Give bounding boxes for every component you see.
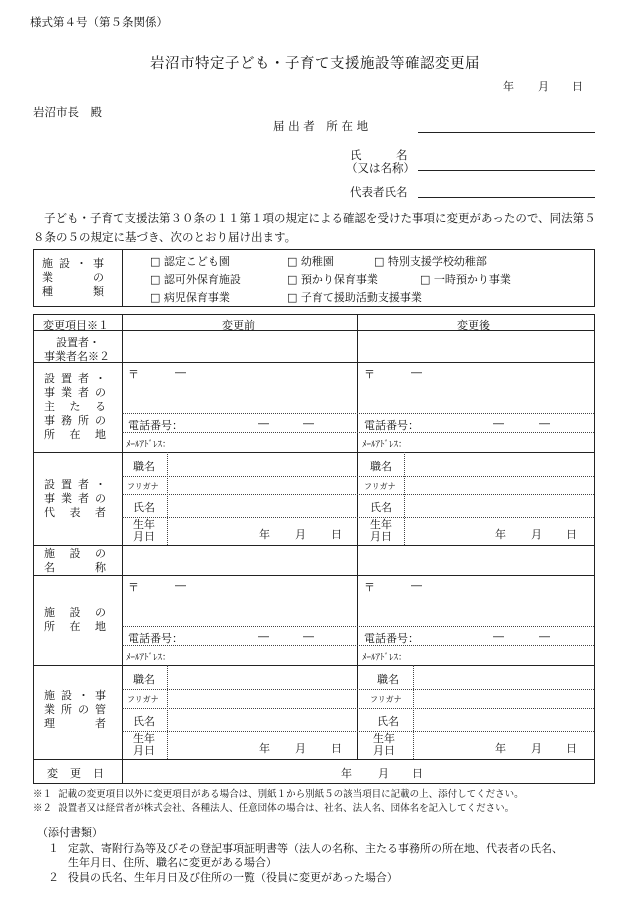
applicant-name-label: 氏 名: [350, 148, 408, 162]
applicant-name-sublabel: （又は名称）: [346, 161, 415, 175]
change-date-year: 年: [341, 767, 352, 780]
rep-after-month: 月: [531, 528, 542, 541]
rep-before-furigana-label: フリガナ: [127, 482, 159, 491]
checkbox-yochien[interactable]: □ 幼稚園: [287, 255, 334, 268]
office-before-mail-label: ﾒｰﾙｱﾄﾞﾚｽ：: [126, 440, 172, 450]
manager-after-name-label: 氏名: [377, 715, 399, 728]
row-label-representative: 設 置 者 ・ 事 業 者 の 代 表 者: [44, 478, 106, 519]
manager-after-position-label: 職名: [377, 673, 399, 686]
office-after-phone-label: 電話番号：: [364, 419, 419, 432]
row-label-facility-name: 施 設 の 名 称: [44, 547, 106, 574]
facility-after-phone-label: 電話番号：: [364, 632, 419, 645]
row-label-change-date: 変 更 日: [47, 767, 105, 780]
attachment-1-line2: 生年月日、住所、職名に変更がある場合）: [68, 856, 277, 869]
representative-label: 代表者氏名: [350, 185, 408, 199]
facility-before-mail-label: ﾒｰﾙｱﾄﾞﾚｽ：: [126, 653, 172, 663]
note-2: ※２ 設置者又は経営者が株式会社、各種法人、任意団体の場合は、社名、法人名、団体名を記入してください。: [33, 803, 515, 814]
applicant-address-field[interactable]: [418, 132, 595, 133]
checkbox-byoji[interactable]: □ 病児保育事業: [150, 291, 230, 304]
facility-before-postal-dash: ―: [175, 579, 186, 592]
attachments-heading: （添付書類）: [37, 826, 103, 839]
manager-after-furigana-label: フリガナ: [370, 695, 402, 704]
rep-after-furigana-label: フリガナ: [364, 482, 396, 491]
manager-after-birth-label: 生年 月日: [373, 732, 395, 757]
operator-name-before-field[interactable]: [124, 332, 356, 361]
office-after-postal: 〒: [364, 368, 375, 381]
office-after-phone-dash1: ―: [493, 417, 504, 430]
attachment-2-number: ２: [48, 871, 59, 884]
office-before-phone-label: 電話番号：: [128, 419, 183, 432]
checkbox-kosodate-enjo[interactable]: □ 子育て援助活動支援事業: [287, 291, 422, 304]
facility-before-postal: 〒: [128, 581, 139, 594]
manager-before-birth-label: 生年 月日: [133, 732, 155, 757]
addressee: 岩沼市長 殿: [33, 105, 102, 119]
rep-after-birth-label: 生年 月日: [370, 518, 392, 543]
office-after-phone-dash2: ―: [539, 417, 550, 430]
office-before-postal: 〒: [128, 368, 139, 381]
facility-after-phone-dash1: ―: [493, 630, 504, 643]
form-number: 様式第４号（第５条関係）: [30, 15, 168, 29]
col-header-item: 変更項目※１: [43, 319, 109, 332]
attachment-1-line1: 定款、寄附行為等及びその登記事項証明書等（法人の名称、主たる事務所の所在地、代表者の氏名、: [68, 842, 563, 855]
office-before-phone-dash1: ―: [258, 417, 269, 430]
row-label-facility-address: 施 設 の 所 在 地: [44, 606, 106, 633]
manager-before-furigana-label: フリガナ: [127, 695, 159, 704]
rep-before-name-label: 氏名: [133, 501, 155, 514]
row-label-facility-manager: 施 設 ・ 事 業 所 の 管 理 者: [44, 689, 106, 730]
page-title: 岩沼市特定子ども・子育て支援施設等確認変更届: [150, 56, 480, 72]
date-year-label: 年: [503, 80, 514, 93]
rep-before-year: 年: [259, 528, 270, 541]
rep-after-name-label: 氏名: [370, 501, 392, 514]
rep-before-birth-label: 生年 月日: [133, 518, 155, 543]
facility-name-before-field[interactable]: [124, 547, 356, 574]
rep-before-month: 月: [295, 528, 306, 541]
facility-before-phone-label: 電話番号：: [128, 632, 183, 645]
rep-before-position-label: 職名: [133, 460, 155, 473]
office-before-postal-dash: ―: [175, 366, 186, 379]
checkbox-unlicensed[interactable]: □ 認可外保育施設: [150, 273, 241, 286]
checkbox-azukari[interactable]: □ 預かり保育事業: [287, 273, 378, 286]
manager-before-day: 日: [331, 742, 342, 755]
checkbox-kodomoen[interactable]: □ 認定こども園: [150, 255, 230, 268]
attachment-1-number: １: [48, 842, 59, 855]
change-date-day: 日: [412, 767, 423, 780]
rep-after-day: 日: [566, 528, 577, 541]
facility-after-postal: 〒: [364, 581, 375, 594]
facility-type-label: 施 設 ・ 事 業 の 種 類: [42, 257, 104, 298]
col-header-after: 変更後: [457, 319, 490, 332]
facility-before-phone-dash2: ―: [303, 630, 314, 643]
col-header-before: 変更前: [222, 319, 255, 332]
checkbox-ichiji[interactable]: □ 一時預かり事業: [420, 273, 511, 286]
office-before-phone-dash2: ―: [303, 417, 314, 430]
office-after-mail-label: ﾒｰﾙｱﾄﾞﾚｽ：: [362, 440, 408, 450]
rep-after-position-label: 職名: [370, 460, 392, 473]
office-after-postal-dash: ―: [411, 366, 422, 379]
note-1: ※１ 記載の変更項目以外に変更項目がある場合は、別紙１から別紙５の該当項目に記載の上、添付してください。: [33, 789, 524, 800]
facility-after-postal-dash: ―: [411, 579, 422, 592]
manager-before-year: 年: [259, 742, 270, 755]
manager-before-month: 月: [295, 742, 306, 755]
date-day-label: 日: [572, 80, 583, 93]
operator-name-after-field[interactable]: [359, 332, 591, 361]
manager-after-year: 年: [495, 742, 506, 755]
attachment-2-line1: 役員の氏名、生年月日及び住所の一覧（役員に変更があった場合）: [68, 871, 398, 884]
row-label-operator-name-2: 事業者名※２: [44, 350, 110, 363]
date-month-label: 月: [538, 80, 549, 93]
checkbox-special-school[interactable]: □ 特別支援学校幼稚部: [374, 255, 487, 268]
intro-text: 子ども・子育て支援法第３０条の１１第１項の規定による確認を受けた事項に変更があったので、同法第５８条の５の規定に基づき、次のとおり届け出ます。: [33, 211, 596, 244]
manager-before-position-label: 職名: [133, 673, 155, 686]
manager-after-month: 月: [531, 742, 542, 755]
representative-field[interactable]: [418, 197, 595, 198]
applicant-address-label: 届 出 者 所 在 地: [273, 119, 369, 133]
facility-name-after-field[interactable]: [359, 547, 591, 574]
manager-after-day: 日: [566, 742, 577, 755]
facility-after-mail-label: ﾒｰﾙｱﾄﾞﾚｽ：: [362, 653, 408, 663]
facility-after-phone-dash2: ―: [539, 630, 550, 643]
rep-after-year: 年: [495, 528, 506, 541]
change-date-month: 月: [378, 767, 389, 780]
rep-before-day: 日: [331, 528, 342, 541]
applicant-name-field[interactable]: [418, 170, 595, 171]
manager-before-name-label: 氏名: [133, 715, 155, 728]
facility-before-phone-dash1: ―: [258, 630, 269, 643]
row-label-main-office: 設 置 者 ・ 事 業 者 の 主 た る 事 務 所 の 所 在 地: [44, 372, 106, 441]
row-label-operator-name: 設置者・: [56, 336, 100, 349]
